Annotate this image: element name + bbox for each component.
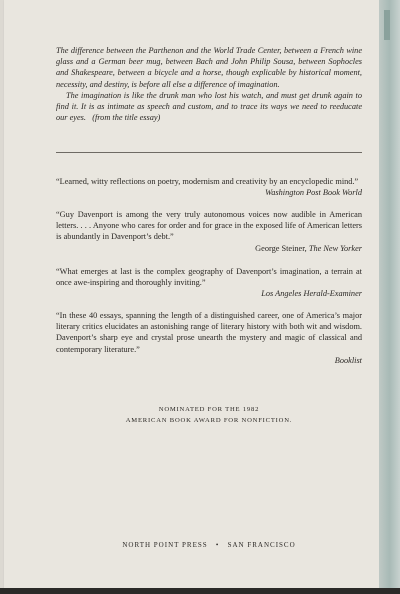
quote-attribution: Booklist	[334, 355, 362, 365]
divider-rule	[56, 152, 362, 153]
publisher-city: SAN FRANCISCO	[227, 541, 296, 549]
title-essay-excerpt	[56, 45, 362, 123]
excerpt-source: (from the title essay)	[92, 113, 161, 123]
bottom-shadow-strip	[0, 588, 400, 594]
quote-attribution: Los Angeles Herald-Examiner	[261, 289, 362, 299]
separator-bullet: •	[215, 541, 220, 549]
excerpt-paragraph-2-text: The imagination is like the drunk man who lost his watch, and must get drunk again to find it. It is as intimate as speech and custom, and to trace its ways we need to reeducate our eyes.	[56, 90, 362, 123]
quote-text: “Learned, witty reflections on poetry, modernism and creativity by an encyclopedic mind.”	[56, 177, 359, 186]
review-quote-3	[56, 266, 362, 300]
review-quote-2	[56, 209, 362, 254]
quote-text: “In these 40 essays, spanning the length of a distinguished career, one of America’s major literary critics elucidates an astonishing range of literary history with both wit and wisdom. Davenport’s sharp eye and crystal prose unearth the mystery and magic of classical and contemporary literature.”	[56, 311, 362, 354]
award-nomination	[56, 404, 362, 426]
excerpt-paragraph-2	[56, 90, 362, 124]
publisher-imprint	[56, 541, 362, 549]
quote-attribution: George Steiner, The New Yorker	[255, 243, 362, 253]
publisher-name: NORTH POINT PRESS	[122, 541, 208, 549]
review-quote-4	[56, 310, 362, 366]
book-spine-edge	[379, 0, 400, 594]
quote-text: “Guy Davenport is among the very truly autonomous voices now audible in American letters. . . . Anyone who cares for order and for grace in the exposed life of American letters is abundantly in Davenport’s debt.”	[56, 210, 362, 242]
spine-accent	[384, 10, 390, 40]
nomination-line-2: AMERICAN BOOK AWARD FOR NONFICTION.	[125, 417, 293, 424]
nomination-line-1: NOMINATED FOR THE 1982	[158, 406, 260, 413]
excerpt-paragraph-1: The difference between the Parthenon and the World Trade Center, between a French wine glass and a German beer mug, between Bach and John Philip Sousa, between Sophocles and Shakespeare, between a bicycle and a horse, though explicable by historical moment, necessity, and destiny, is before all else a difference of imagination.	[56, 46, 362, 89]
quote-attribution: Washington Post Book World	[265, 188, 362, 198]
quote-text: “What emerges at last is the complex geography of Davenport’s imagination, a terrain at once awe-inspiring and thoroughly inviting.”	[56, 267, 362, 288]
review-quote-1	[56, 176, 362, 198]
